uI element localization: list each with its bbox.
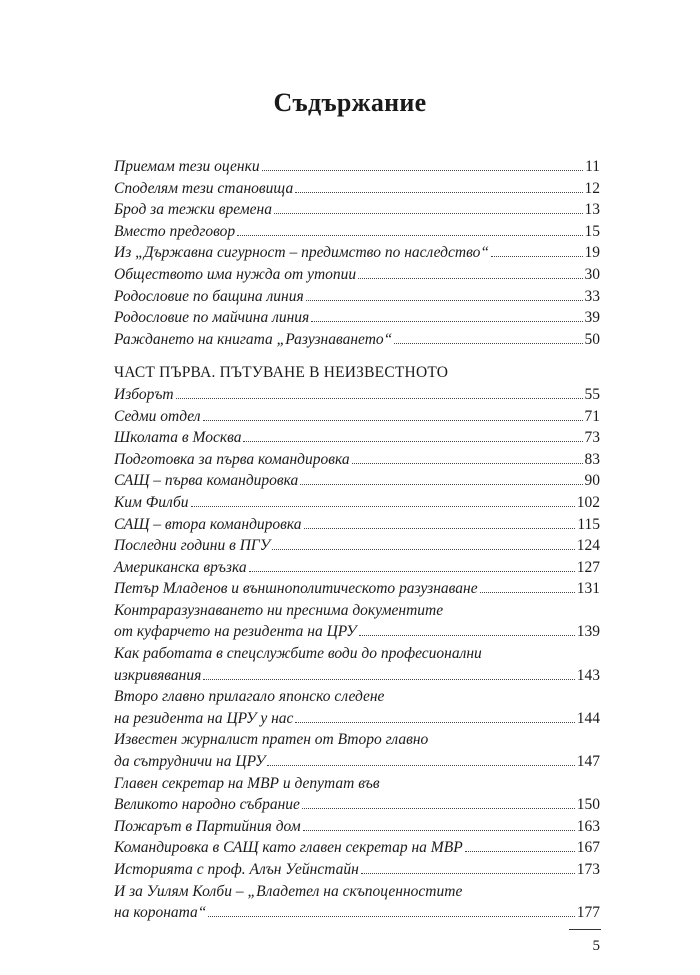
dot-leader xyxy=(203,678,574,680)
toc-entry-page: 71 xyxy=(584,407,600,425)
toc-entry xyxy=(114,427,600,449)
toc-entry-title: Приемам тези оценки xyxy=(114,158,260,175)
dot-leader xyxy=(262,169,583,171)
toc-entry xyxy=(114,384,600,406)
toc-entry-page: 177 xyxy=(576,904,600,922)
toc-entry xyxy=(114,156,600,178)
toc-entry xyxy=(114,600,600,643)
toc-entry-row xyxy=(114,178,600,200)
toc-entry-title: изкривявания xyxy=(114,666,202,684)
toc-entry-page: 150 xyxy=(576,796,600,814)
toc-entry-title: Вместо предговор xyxy=(114,222,236,240)
toc-entry-page: 83 xyxy=(584,450,600,468)
toc-entry xyxy=(114,470,600,492)
toc-entry xyxy=(114,557,600,579)
toc-entry-page: 12 xyxy=(584,179,600,197)
toc-entry-row xyxy=(114,816,600,838)
toc-entry-page: 143 xyxy=(576,666,600,684)
toc-entry-row xyxy=(114,708,600,730)
dot-leader xyxy=(361,872,575,874)
toc-entry-row xyxy=(114,514,600,536)
toc-entry-title: Родословие по майчина линия xyxy=(114,309,310,327)
dot-leader xyxy=(208,915,574,917)
toc-entry-page: 73 xyxy=(584,429,600,447)
part1-entries xyxy=(114,384,600,924)
toc-entry-row xyxy=(114,384,600,406)
toc-entry-title-line: Известен журналист пратен от Второ главно xyxy=(114,731,429,749)
toc-entry-row xyxy=(114,242,600,264)
toc-entry-row xyxy=(114,492,600,514)
dot-leader xyxy=(249,570,575,572)
toc-entry-title: от куфарчето на резидента на ЦРУ xyxy=(114,623,357,641)
dot-leader xyxy=(311,320,582,322)
dot-leader xyxy=(302,807,575,809)
toc-entry-row xyxy=(114,837,600,859)
dot-leader xyxy=(272,548,575,550)
toc-entry xyxy=(114,264,600,286)
footer-rule xyxy=(569,929,601,930)
toc-entry-page: 55 xyxy=(584,385,600,403)
dot-leader xyxy=(491,255,583,257)
dot-leader xyxy=(176,397,583,399)
toc-entry-page: 13 xyxy=(584,201,600,219)
toc-entry-title: Родословие по бащина линия xyxy=(114,287,304,305)
toc-entry-row xyxy=(114,286,600,308)
toc-entry-title: Школата в Москва xyxy=(114,429,242,447)
toc-entry xyxy=(114,199,600,221)
toc-entry-row xyxy=(114,156,600,178)
toc-entry-row xyxy=(114,578,600,600)
section-gap xyxy=(114,350,600,362)
dot-leader xyxy=(352,462,583,464)
toc-entry-page: 115 xyxy=(577,515,600,533)
toc-entry-row xyxy=(114,557,600,579)
toc-entry xyxy=(114,178,600,200)
page-number: 5 xyxy=(592,938,600,954)
toc-entry-title-line: Главен секретар на МВР и депутат във xyxy=(114,774,380,792)
toc-entry-page: 127 xyxy=(576,558,600,576)
dot-leader xyxy=(203,419,583,421)
toc-entry-title: САЩ – втора командировка xyxy=(114,515,302,533)
toc-entry-row xyxy=(114,307,600,329)
toc-entry-title: да сътрудничи на ЦРУ xyxy=(114,753,266,771)
toc-entry-page: 50 xyxy=(584,330,600,348)
toc-entry-row xyxy=(114,621,600,643)
toc-entry-title-line: И за Уилям Колби – „Владетел на скъпоценностите xyxy=(114,882,463,900)
part-heading: ЧАСТ ПЪРВА. ПЪТУВАНЕ В НЕИЗВЕСТНОТО xyxy=(114,364,449,382)
toc-entry-title: Раждането на книгата „Разузнаването“ xyxy=(114,330,393,348)
toc-entry-title: Историята с проф. Алън Уейнстайн xyxy=(114,861,359,878)
toc-entry xyxy=(114,729,600,772)
toc-entry-title: Командировка в САЩ като главен секретар на МВР xyxy=(114,839,463,857)
toc-entry xyxy=(114,514,600,536)
toc-entry-row xyxy=(114,794,600,816)
dot-leader xyxy=(359,634,575,636)
toc-entry-row xyxy=(114,470,600,492)
toc-entry-page: 167 xyxy=(576,839,600,857)
toc-entry-title: Изборът xyxy=(114,385,174,403)
toc-entry-page: 19 xyxy=(584,244,600,262)
toc-entry-row xyxy=(114,902,600,924)
dot-leader xyxy=(304,527,576,529)
toc-entry-title: Пожарът в Партийния дом xyxy=(114,817,301,835)
dot-leader xyxy=(267,764,574,766)
toc-entry-row xyxy=(114,199,600,221)
toc-entry-row xyxy=(114,427,600,449)
toc-entry xyxy=(114,773,600,816)
toc-entry-title: Обществото има нужда от утопии xyxy=(114,265,357,283)
dot-leader xyxy=(300,483,582,485)
toc-entry xyxy=(114,643,600,686)
toc-entry-page: 173 xyxy=(576,861,600,878)
toc-entry-row xyxy=(114,665,600,687)
toc-entry-title: Из „Държавна сигурност – предимство по наследство“ xyxy=(114,244,489,262)
toc-entry-page: 39 xyxy=(584,309,600,327)
page-title: Съдържание xyxy=(273,88,427,117)
toc-entry xyxy=(114,686,600,729)
toc-entry-title-line: Как работата в спецслужбите води до професионални xyxy=(114,645,482,663)
dot-leader xyxy=(237,234,582,236)
toc-entry-page: 11 xyxy=(585,158,600,175)
toc-entry xyxy=(114,881,600,924)
toc-entry-page: 90 xyxy=(584,472,600,490)
toc-entry-title: САЩ – първа командировка xyxy=(114,472,299,490)
toc-entry xyxy=(114,221,600,243)
toc-entry-row xyxy=(114,264,600,286)
dot-leader xyxy=(306,299,583,301)
dot-leader xyxy=(274,212,583,214)
toc-entry-row xyxy=(114,406,600,428)
toc-entry-row xyxy=(114,221,600,243)
toc-entry xyxy=(114,837,600,859)
toc-entry-title: Седми отдел xyxy=(114,407,201,425)
toc-entry-row xyxy=(114,535,600,557)
dot-leader xyxy=(303,829,575,831)
toc-entry-page: 147 xyxy=(576,753,600,771)
table-of-contents xyxy=(114,156,600,924)
toc-entry-row xyxy=(114,751,600,773)
toc-entry-page: 144 xyxy=(576,709,600,727)
toc-entry xyxy=(114,286,600,308)
toc-entry xyxy=(114,242,600,264)
toc-entry-page: 33 xyxy=(584,287,600,305)
toc-entry-page: 163 xyxy=(576,817,600,835)
toc-entry-title: Петър Младенов и външнополитическото разузнаване xyxy=(114,580,478,598)
toc-entry-title: на резидента на ЦРУ у нас xyxy=(114,709,294,727)
intro-entries xyxy=(114,156,600,350)
toc-entry xyxy=(114,307,600,329)
dot-leader xyxy=(465,850,575,852)
toc-entry-title-line: Второ главно прилагало японско следене xyxy=(114,688,385,706)
toc-entry-title: Великото народно събрание xyxy=(114,796,300,814)
toc-entry xyxy=(114,816,600,838)
toc-entry-row xyxy=(114,329,600,351)
toc-entry-page: 139 xyxy=(576,623,600,641)
toc-entry xyxy=(114,578,600,600)
toc-entry-title: Брод за тежки времена xyxy=(114,201,272,219)
toc-entry xyxy=(114,406,600,428)
dot-leader xyxy=(243,440,582,442)
toc-entry-page: 131 xyxy=(576,580,600,598)
toc-entry xyxy=(114,449,600,471)
toc-entry-title: Подготовка за първа командировка xyxy=(114,450,350,468)
toc-entry xyxy=(114,329,600,351)
dot-leader xyxy=(480,591,575,593)
toc-entry-page: 30 xyxy=(584,265,600,283)
dot-leader xyxy=(295,191,582,193)
toc-entry-page: 124 xyxy=(576,537,600,555)
toc-entry-row xyxy=(114,449,600,471)
dot-leader xyxy=(191,505,575,507)
toc-entry-row xyxy=(114,859,600,881)
toc-entry-title: Споделям тези становища xyxy=(114,179,294,197)
dot-leader xyxy=(394,342,582,344)
toc-entry-title: Последни години в ПГУ xyxy=(114,537,271,555)
dot-leader xyxy=(358,277,582,279)
dot-leader xyxy=(295,721,574,723)
toc-entry xyxy=(114,535,600,557)
toc-entry xyxy=(114,492,600,514)
toc-entry-page: 102 xyxy=(576,493,600,511)
toc-entry-title-line: Контраразузнаването ни преснима документите xyxy=(114,601,444,619)
toc-entry-title: на короната“ xyxy=(114,904,207,922)
toc-entry-page: 15 xyxy=(584,222,600,240)
toc-entry xyxy=(114,859,600,881)
toc-entry-title: Ким Филби xyxy=(114,493,189,511)
toc-entry-title: Американска връзка xyxy=(114,558,247,576)
